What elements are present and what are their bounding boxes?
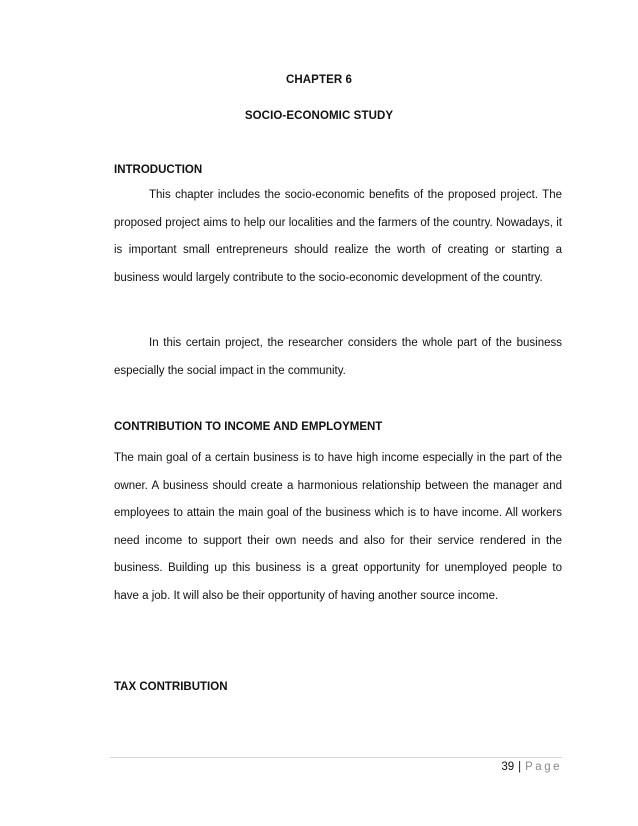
- page-footer: [501, 761, 562, 773]
- chapter-title: SOCIO-ECONOMIC STUDY: [244, 110, 394, 122]
- footer-separator: |: [518, 761, 522, 773]
- section-heading-income-employment: CONTRIBUTION TO INCOME AND EMPLOYMENT: [114, 421, 383, 433]
- introduction-paragraph-2: In this certain project, the researcher considers the whole part of the business especially the social impact in the community.: [114, 337, 562, 377]
- section-heading-introduction: INTRODUCTION: [114, 164, 203, 176]
- introduction-paragraph-1: This chapter includes the socio-economic benefits of the proposed project. The proposed project aims to help our localities and the farmers of the country. Nowadays, it is important small entrepreneurs should realize the worth of creating or starting a business would largely contribute to the socio-economic development of the country.: [114, 189, 562, 284]
- income-employment-paragraph: The main goal of a certain business is to have high income especially in the part of the owner. A business should create a harmonious relationship between the manager and employees to attain the main goal of the business which is to have income. All workers need income to support their own needs and also for their service rendered in the business. Building up this business is a great opportunity for unemployed people to have a job. It will also be their opportunity of having another source income.: [114, 452, 562, 602]
- footer-divider: [110, 757, 562, 758]
- page-word: Page: [525, 761, 562, 773]
- chapter-label: CHAPTER 6: [285, 74, 353, 86]
- page-number: 39: [501, 761, 515, 773]
- section-heading-tax-contribution: TAX CONTRIBUTION: [114, 681, 228, 693]
